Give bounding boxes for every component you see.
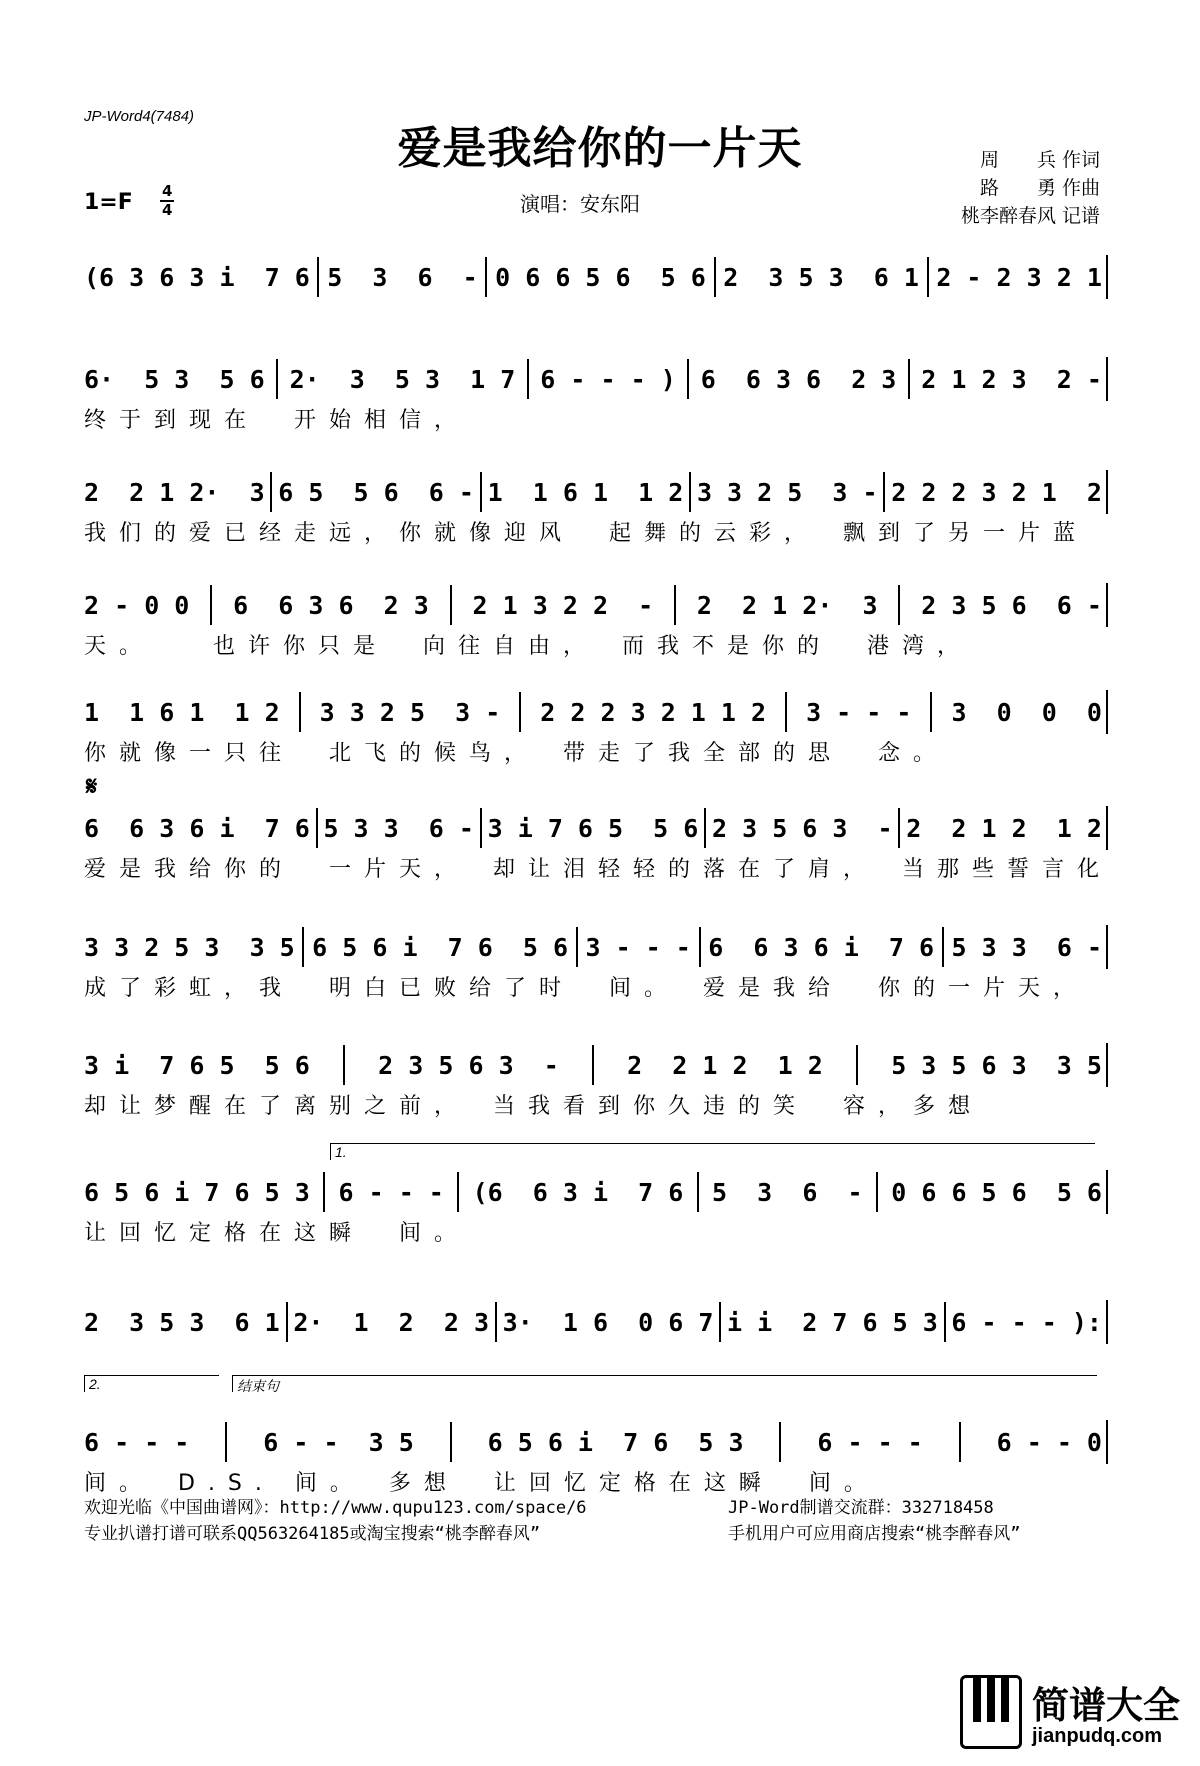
measure: 2 3 5 3 6 1 (723, 262, 919, 292)
barline (856, 1045, 858, 1085)
measure: 2 2 1 2· 3 (84, 477, 265, 507)
measure: 2· 3 5 3 1 7 (289, 364, 516, 394)
key-signature: 1=F (84, 190, 133, 215)
measure: i i 2 7 6 5 3 (727, 1307, 938, 1337)
note-line (84, 1300, 1108, 1344)
note-line (84, 1420, 1108, 1464)
measure: 3 - - - (806, 697, 912, 727)
barline (704, 808, 706, 848)
barline (495, 1302, 497, 1342)
measure: (6 3 6 3 i 7 6 (84, 262, 310, 292)
barline (779, 1422, 781, 1462)
measure: 2 1 2 3 2 - (921, 364, 1102, 394)
barline (908, 359, 910, 399)
measure: 2 2 1 2 1 2 (906, 813, 1102, 843)
lyric-line: 爱是我给你的 一片天， 却让泪轻轻的落在了肩， 当那些誓言化 (84, 857, 1113, 882)
barline (527, 359, 529, 399)
barline (689, 472, 691, 512)
measure: 2 - 0 0 (84, 590, 190, 620)
footer-right (728, 1495, 1020, 1547)
transcriber-credit: 桃李醉春风 记谱 (960, 205, 1100, 227)
measure: 6 5 5 6 6 - (278, 477, 474, 507)
barline (576, 927, 578, 967)
barline (944, 1302, 946, 1342)
lyric-line: 成了彩虹，我 明白已败给了时 间。 爱是我给 你的一片天， (84, 976, 1089, 1001)
time-sig-top: 4 (162, 182, 173, 200)
measure: 2 2 2 3 2 1 1 2 (540, 697, 767, 727)
note-line (84, 1170, 1108, 1214)
note-line (84, 255, 1108, 299)
lyricist-credit: 周 兵 作词 (979, 149, 1100, 171)
barline (286, 1302, 288, 1342)
piano-keys-icon (960, 1675, 1022, 1749)
barline (457, 1172, 459, 1212)
measure: 6 6 3 6 2 3 (700, 364, 897, 394)
measure: 6 - - 0 (996, 1427, 1102, 1457)
footer-app: 手机用户可应用商店搜索“桃李醉春风” (728, 1524, 1021, 1544)
measure: 3 3 2 5 3 - (319, 697, 501, 727)
barline (270, 472, 272, 512)
time-sig-bottom: 4 (162, 201, 173, 219)
barline (898, 808, 900, 848)
measure: 2 - 2 3 2 1 (936, 262, 1102, 292)
measure: 5 3 6 - (327, 262, 478, 292)
measure: 6 - - 3 5 (263, 1427, 414, 1457)
barline (876, 1172, 878, 1212)
barline (699, 927, 701, 967)
barline (480, 808, 482, 848)
time-signature (160, 183, 174, 219)
measure: 3 i 7 6 5 5 6 (84, 1050, 310, 1080)
measure: 2 2 1 2 1 2 (627, 1050, 823, 1080)
measure: 3 3 2 5 3 - (696, 477, 878, 507)
measure: 2 2 1 2· 3 (696, 590, 878, 620)
measure: 6 6 3 6 i 7 6 (708, 932, 935, 962)
barline (450, 585, 452, 625)
measure: 6 - - - ) (540, 364, 676, 394)
barline (959, 1422, 961, 1462)
lyric-line: 你就像一只往 北飞的候鸟， 带走了我全部的思 念。 (84, 741, 949, 766)
note-line (84, 806, 1108, 850)
measure: 3 - - - (585, 932, 691, 962)
footer-group: JP-Word制谱交流群：332718458 (728, 1498, 994, 1518)
barline (485, 257, 487, 297)
barline (785, 692, 787, 732)
measure: 6 - - - (338, 1177, 444, 1207)
measure: (6 6 3 i 7 6 (472, 1177, 684, 1207)
note-line (84, 470, 1108, 514)
barline (930, 692, 932, 732)
measure: 6 5 6 i 7 6 5 3 (84, 1177, 310, 1207)
note-line (84, 583, 1108, 627)
lyric-line: 却让梦醒在了离别之前， 当我看到你久违的笑 容，多想 (84, 1094, 984, 1119)
measure: 5 3 3 6 - (951, 932, 1102, 962)
barline (299, 692, 301, 732)
barline (343, 1045, 345, 1085)
measure: 2· 1 2 2 3 (293, 1307, 489, 1337)
measure: 1 1 6 1 1 2 (487, 477, 684, 507)
barline (316, 808, 318, 848)
lyric-line: 让回忆定格在这瞬 间。 (84, 1221, 470, 1246)
note-line (84, 925, 1108, 969)
measure: 6 6 3 6 2 3 (233, 590, 429, 620)
barline (302, 927, 304, 967)
footer-left (84, 1495, 587, 1547)
measure: 6 - - - (84, 1427, 190, 1457)
measure: 3 i 7 6 5 5 6 (487, 813, 699, 843)
barline (519, 692, 521, 732)
barline (225, 1422, 227, 1462)
measure: 5 3 5 6 3 3 5 (891, 1050, 1102, 1080)
lyric-line: 终于到现在 开始相信， (84, 408, 470, 433)
note-line (84, 1043, 1108, 1087)
barline (883, 472, 885, 512)
page-title: 爱是我给你的一片天 (397, 123, 803, 174)
segno-mark: 𝄋 (86, 772, 98, 802)
measure: 0 6 6 5 6 5 6 (495, 262, 706, 292)
barline (323, 1172, 325, 1212)
logo-name: 简谱大全 (1032, 1684, 1180, 1727)
logo-url: jianpudq.com (1032, 1725, 1162, 1747)
barline (592, 1045, 594, 1085)
measure: 3 0 0 0 (951, 697, 1102, 727)
barline (276, 359, 278, 399)
ending-phrase-label: 结束句 (232, 1375, 1097, 1392)
barline (450, 1422, 452, 1462)
barline (317, 257, 319, 297)
composer-credit: 路 勇 作曲 (979, 177, 1100, 199)
measure: 6 6 3 6 i 7 6 (84, 813, 310, 843)
footer-contact: 专业扒谱打谱可联系QQ563264185或淘宝搜索“桃李醉春风” (84, 1524, 541, 1544)
barline (697, 1172, 699, 1212)
lyric-line: 间。 D.S. 间。 多想 让回忆定格在这瞬 间。 (84, 1471, 879, 1496)
barline (942, 927, 944, 967)
measure: 6 5 6 i 7 6 5 6 (312, 932, 569, 962)
measure: 5 3 6 - (712, 1177, 863, 1207)
measure: 6 - - - (817, 1427, 923, 1457)
barline (480, 472, 482, 512)
app-id: JP-Word4(7484) (84, 108, 195, 125)
measure: 3 3 2 5 3 3 5 (84, 932, 295, 962)
measure: 3· 1 6 0 6 7 (502, 1307, 714, 1337)
volta-2: 2. (84, 1375, 219, 1392)
measure: 2 2 2 3 2 1 2 (891, 477, 1102, 507)
measure: 0 6 6 5 6 5 6 (891, 1177, 1102, 1207)
note-line (84, 357, 1108, 401)
lyric-line: 我们的爱已经走远，你就像迎风 起舞的云彩， 飘到了另一片蓝 (84, 521, 1089, 546)
barline (898, 585, 900, 625)
measure: 1 1 6 1 1 2 (84, 697, 280, 727)
barline (714, 257, 716, 297)
lyric-line: 天。 也许你只是 向往自由， 而我不是你的 港湾， (84, 634, 973, 659)
measure: 6 5 6 i 7 6 5 3 (487, 1427, 744, 1457)
measure: 2 3 5 6 6 - (921, 590, 1102, 620)
site-logo (960, 1675, 1180, 1755)
measure: 2 3 5 6 3 - (378, 1050, 559, 1080)
singer-credit: 演唱：安东阳 (520, 192, 640, 216)
note-line (84, 690, 1108, 734)
measure: 6· 5 3 5 6 (84, 364, 265, 394)
measure: 2 3 5 3 6 1 (84, 1307, 280, 1337)
barline (687, 359, 689, 399)
measure: 2 1 3 2 2 - (472, 590, 654, 620)
barline (719, 1302, 721, 1342)
measure: 2 3 5 6 3 - (711, 813, 893, 843)
measure: 5 3 3 6 - (323, 813, 474, 843)
volta-1: 1. (330, 1143, 1095, 1160)
barline (927, 257, 929, 297)
measure: 6 - - - ): (951, 1307, 1102, 1337)
footer-website: 欢迎光临《中国曲谱网》：http://www.qupu123.com/space/6 (84, 1498, 587, 1518)
barline (674, 585, 676, 625)
barline (210, 585, 212, 625)
